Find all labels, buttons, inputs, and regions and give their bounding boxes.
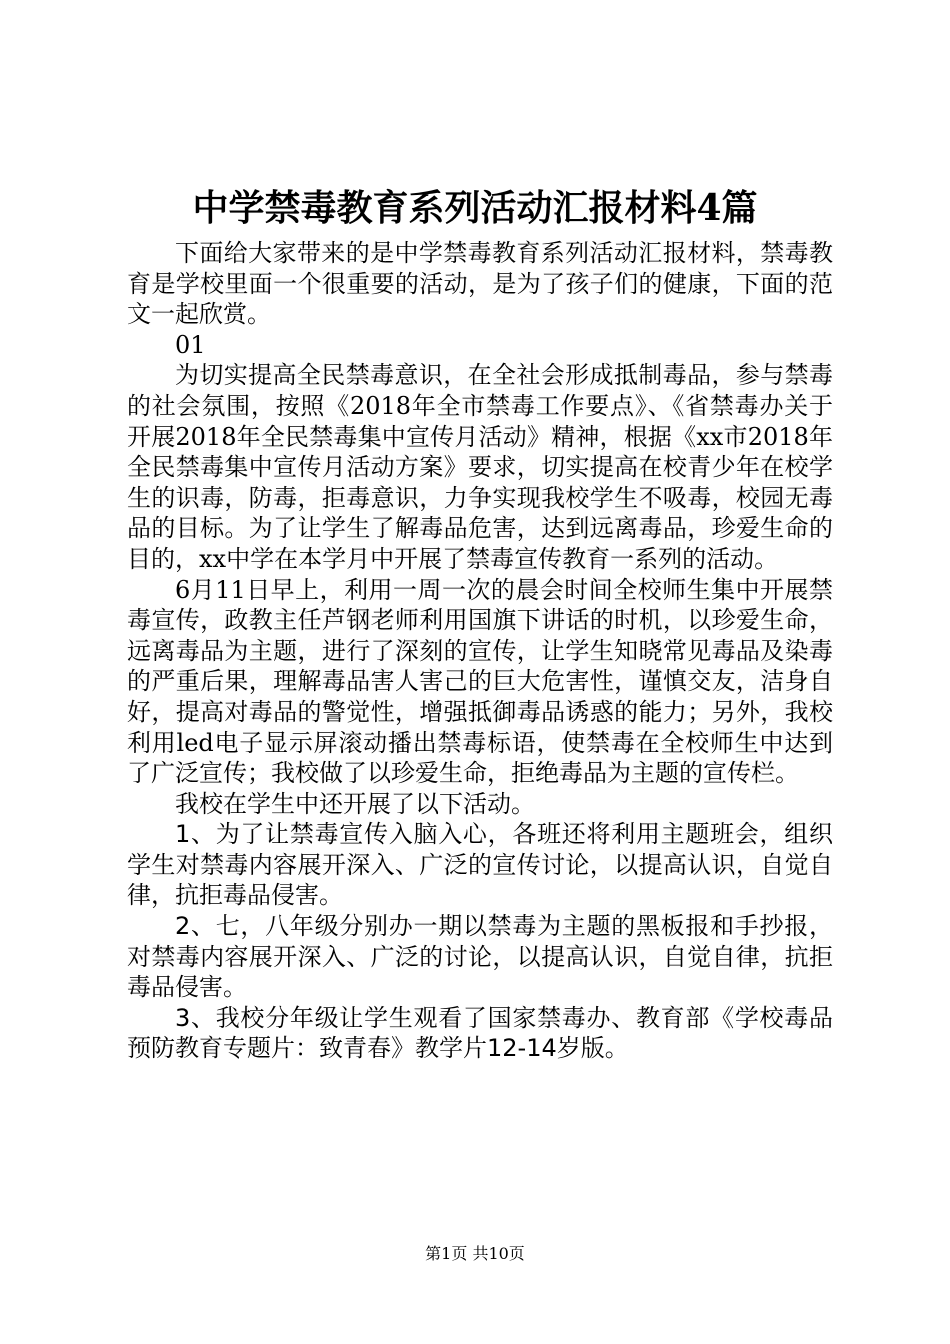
intro-paragraph: 下面给大家带来的是中学禁毒教育系列活动汇报材料，禁毒教育是学校里面一个很重要的活动，是为了孩子们的健康，下面的范文一起欣赏。 (127, 239, 833, 329)
body-paragraph: 6月11日早上，利用一周一次的晨会时间全校师生集中开展禁毒宣传，政教主任芦钢老师利用国旗下讲话的时机，以珍爱生命，远离毒品为主题，进行了深刻的宣传，让学生知晓常见毒品及染毒的严重后果，理解毒品害人害己的巨大危害性，谨慎交友，洁身自好，提高对毒品的警觉性，增强抵御毒品诱惑的能力；另外，我校利用led电子显示屏滚动播出禁毒标语，使禁毒在全校师生中达到了广泛宣传；我校做了以珍爱生命，拒绝毒品为主题的宣传栏。 (127, 575, 833, 788)
body-paragraph: 我校在学生中还开展了以下活动。 (175, 789, 535, 818)
list-item: 3、我校分年级让学生观看了国家禁毒办、教育部《学校毒品预防教育专题片：致青春》教学片12-14岁版。 (127, 1003, 833, 1063)
list-item: 1、为了让禁毒宣传入脑入心，各班还将利用主题班会，组织学生对禁毒内容展开深入、广泛的宣传讨论，以提高认识，自觉自律，抗拒毒品侵害。 (127, 820, 833, 910)
list-item: 2、七，八年级分别办一期以禁毒为主题的黑板报和手抄报，对禁毒内容展开深入、广泛的讨论，以提高认识，自觉自律，抗拒毒品侵害。 (127, 912, 833, 1002)
document-body (127, 238, 833, 1064)
section-number: 01 (175, 330, 206, 359)
document-title: 中学禁毒教育系列活动汇报材料4篇 (192, 187, 758, 229)
page-footer: 第1页 共10页 (425, 1244, 525, 1263)
body-paragraph: 为切实提高全民禁毒意识，在全社会形成抵制毒品，参与禁毒的社会氛围，按照《2018年全市禁毒工作要点》、《省禁毒办关于开展2018年全民禁毒集中宣传月活动》精神，根据《xx市2018年全民禁毒集中宣传月活动方案》要求，切实提高在校青少年在校学生的识毒，防毒，拒毒意识，力争实现我校学生不吸毒，校园无毒品的目标。为了让学生了解毒品危害，达到远离毒品，珍爱生命的目的，xx中学在本学月中开展了禁毒宣传教育一系列的活动。 (127, 361, 833, 573)
